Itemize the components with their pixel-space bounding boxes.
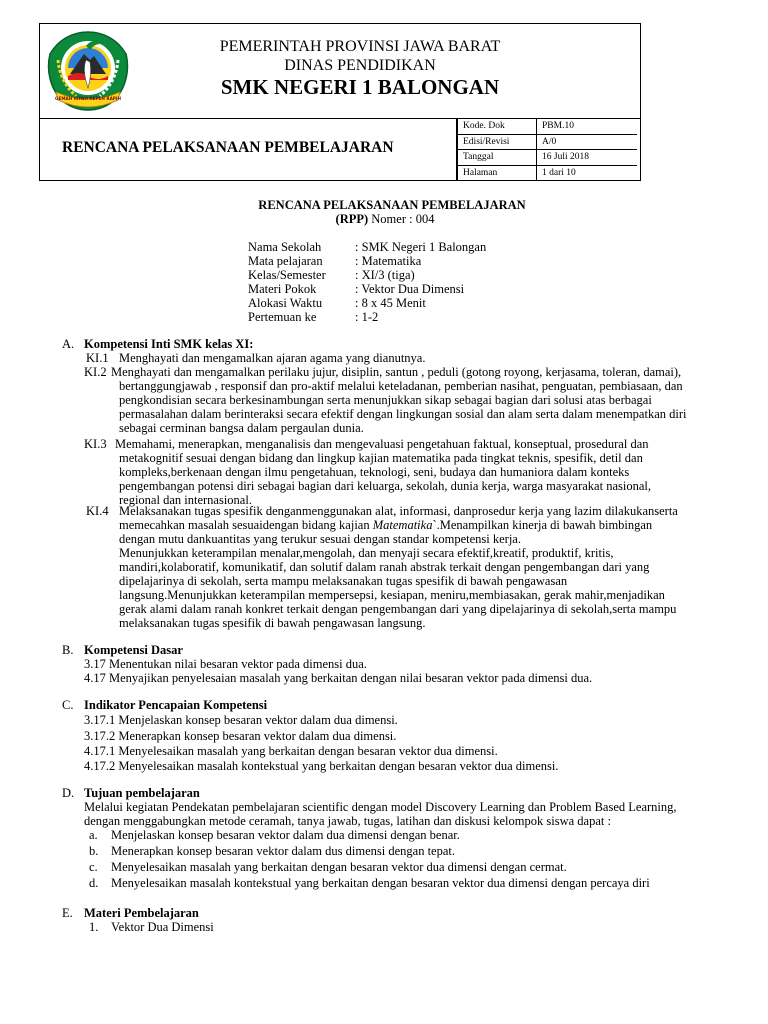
identity-label: Pertemuan ke — [248, 310, 317, 324]
list-letter: b. — [89, 844, 99, 858]
doc-info-value: PBM.10 — [537, 119, 638, 134]
section-letter: A. — [62, 337, 75, 351]
paragraph-line: Melalui kegiatan Pendekatan pembelajaran scientific dengan model Discovery Learning dan Problem Based Learning, — [84, 800, 677, 814]
table-row — [458, 119, 638, 134]
ki-subject-italic: Matematika — [372, 518, 433, 532]
identity-label: Nama Sekolah — [248, 240, 322, 254]
ki-text-line: pengembangan potensi diri sebagai bagian dari keluarga, sekolah, dunia kerja, warga masyarakat nasional, — [119, 479, 651, 493]
list-letter: d. — [89, 876, 99, 890]
ki-number: KI.2 — [84, 365, 107, 379]
identity-value: : XI/3 (tiga) — [355, 268, 415, 282]
ki-text-fragment: `.Menampilkan kinerja di bawah bimbingan — [432, 518, 653, 532]
ki-text-line: Melaksanakan tugas spesifik denganmenggunakan alat, informasi, danprosedur kerja yang lazim dilakukanserta — [119, 504, 678, 518]
ki-text-line: dipelajarinya di sekolah, serta mampu melaksanakan tugas spesifik di bawah pengawasan — [119, 574, 568, 588]
section-letter: D. — [62, 786, 75, 800]
ki-text-line: gerak alami dalam ranah konkret terkait dengan pengembangan dari yang dipelajarinya di sekolah,serta mampu — [119, 602, 677, 616]
list-item: 3.17.1 Menjelaskan konsep besaran vektor dalam dua dimensi. — [84, 713, 398, 727]
ki-text-line: permasalahan dalam berinteraksi secara efektif dengan lingkungan sosial dan alam serta dalam menempatkan diri — [119, 407, 687, 421]
doc-info-key: Tanggal — [458, 150, 537, 166]
rpp-abbrev: (RPP) — [335, 212, 369, 226]
ki-text-line: melaksanakan tugas spesifik di bawah pengawasan langsung. — [119, 616, 426, 630]
doc-info-value: 1 dari 10 — [537, 165, 638, 180]
identity-label: Mata pelajaran — [248, 254, 323, 268]
ki-text-line — [119, 518, 652, 532]
department-name: DINAS PENDIDIKAN — [284, 57, 436, 74]
identity-label: Materi Pokok — [248, 282, 317, 296]
ki-text-line: bertanggungjawab , responsif dan pro-aktif melalui keteladanan, pemberian nasihat, penguatan, pembiasaan, dan — [119, 379, 683, 393]
rpp-number-line — [0, 212, 768, 226]
list-item: 3.17.2 Menerapkan konsep besaran vektor dalam dua dimensi. — [84, 729, 397, 743]
list-number: 1. — [89, 920, 99, 934]
identity-value: : Vektor Dua Dimensi — [355, 282, 465, 296]
section-letter: C. — [62, 698, 74, 712]
doc-info-value: 16 Juli 2018 — [537, 150, 638, 166]
doc-info-value: A/0 — [537, 134, 638, 150]
table-row — [458, 165, 638, 180]
ki-text-line: mandiri,kolaboratif, komunikatif, dan solutif dalam ranah abstrak terkait dengan pengembangan dari yang — [119, 560, 650, 574]
doc-info-table — [457, 119, 637, 180]
ki-text-line: Menghayati dan mengamalkan ajaran agama yang dianutnya. — [119, 351, 426, 365]
document-header — [39, 23, 641, 181]
ki-text-line: metakognitif sesuai dengan bidang dan lingkup kajian matematika pada tingkat teknis, spesifik, detil dan — [119, 451, 643, 465]
section-letter: E. — [62, 906, 73, 920]
section-title: Materi Pembelajaran — [84, 906, 199, 920]
list-item: Menyelesaikan masalah kontekstual yang berkaitan dengan besaran vektor dua dimensi dengan percaya diri — [111, 876, 650, 890]
list-letter: c. — [89, 860, 98, 874]
section-title: Kompetensi Inti SMK kelas XI: — [84, 337, 254, 351]
section-title: Tujuan pembelajaran — [84, 786, 200, 800]
doc-title: RENCANA PELAKSANAAN PEMBELAJARAN — [62, 139, 394, 156]
ki-text-line: regional dan internasional. — [119, 493, 252, 507]
list-item: 4.17.1 Menyelesaikan masalah yang berkaitan dengan besaran vektor dua dimensi. — [84, 744, 498, 758]
ki-number: KI.1 — [86, 351, 109, 365]
header-top — [40, 24, 640, 119]
section-letter: B. — [62, 643, 74, 657]
doc-info-key: Edisi/Revisi — [458, 134, 537, 150]
identity-value: : Matematika — [355, 254, 422, 268]
school-name: SMK NEGERI 1 BALONGAN — [220, 75, 500, 99]
ki-text-line: Menghayati dan mengamalkan perilaku jujur, disiplin, santun , peduli (gotong royong, kerjasama, toleran, damai), — [111, 365, 682, 379]
list-item: 4.17.2 Menyelesaikan masalah kontekstual yang berkaitan dengan besaran vektor dua dimensi. — [84, 759, 559, 773]
logo-motto-text: GEMAH RIPAH REPEH RAPIH — [55, 96, 121, 101]
identity-value: : 1-2 — [355, 310, 379, 324]
table-row — [458, 150, 638, 166]
ki-text-line: dengan mutu dankuantitas yang terukur sesuai dengan standar kompetensi kerja. — [119, 532, 521, 546]
ki-text-line: pengkondisian secara berkesinambungan serta menunjukkan sikap sebagai bagian dari solusi atas berbagai — [119, 393, 652, 407]
ki-text-line: sebagai cerminan bangsa dalam pergaulan dunia. — [119, 421, 364, 435]
rpp-title: RENCANA PELAKSANAAN PEMBELAJARAN — [258, 198, 526, 212]
section-title: Indikator Pencapaian Kompetensi — [84, 698, 268, 712]
ki-number: KI.3 — [84, 437, 107, 451]
list-item: 4.17 Menyajikan penyelesaian masalah yang berkaitan dengan nilai besaran vektor pada dimensi dua. — [84, 671, 593, 685]
ki-text-fragment: memecahkan masalah sesuaidengan bidang kajian — [119, 518, 373, 532]
paragraph-line: dengan menggabungkan metode ceramah, tanya jawab, tugas, latihan dan diskusi kelompok siswa dapat : — [84, 814, 611, 828]
list-item: 3.17 Menentukan nilai besaran vektor pada dimensi dua. — [84, 657, 367, 671]
doc-info-key: Kode. Dok — [458, 119, 537, 134]
government-name: PEMERINTAH PROVINSI JAWA BARAT — [219, 38, 501, 55]
list-item: Vektor Dua Dimensi — [111, 920, 214, 934]
identity-label: Alokasi Waktu — [248, 296, 323, 310]
list-item: Menerapkan konsep besaran vektor dalam dus dimensi dengan tepat. — [111, 844, 455, 858]
list-letter: a. — [89, 828, 98, 842]
identity-value: : SMK Negeri 1 Balongan — [355, 240, 487, 254]
ki-text-line: Menunjukkan keterampilan menalar,mengolah, dan menyaji secara efektif,kreatif, produktif, kritis, — [119, 546, 614, 560]
identity-label: Kelas/Semester — [248, 268, 326, 282]
ki-text-line: Memahami, menerapkan, menganalisis dan mengevaluasi pengetahuan faktual, konseptual, prosedural dan — [115, 437, 649, 451]
identity-value: : 8 x 45 Menit — [355, 296, 426, 310]
ki-text-line: kompleks,berkenaan dengan ilmu pengetahuan, teknologi, seni, budaya dan humaniora dalam konteks — [119, 465, 630, 479]
ki-number: KI.4 — [86, 504, 109, 518]
rpp-number: Nomer : 004 — [371, 212, 435, 226]
list-item: Menyelesaikan masalah yang berkaitan dengan besaran vektor dua dimensi dengan cermat. — [111, 860, 567, 874]
doc-title-cell — [40, 119, 457, 181]
section-title: Kompetensi Dasar — [84, 643, 183, 657]
table-row — [458, 134, 638, 150]
doc-info-key: Halaman — [458, 165, 537, 180]
ki-text-line: langsung.Menunjukkan keterampilan mempersepsi, kesiapan, meniru,membiasakan, gerak mahir,menjadikan — [119, 588, 665, 602]
list-item: Menjelaskan konsep besaran vektor dalam dua dimensi dengan benar. — [111, 828, 460, 842]
